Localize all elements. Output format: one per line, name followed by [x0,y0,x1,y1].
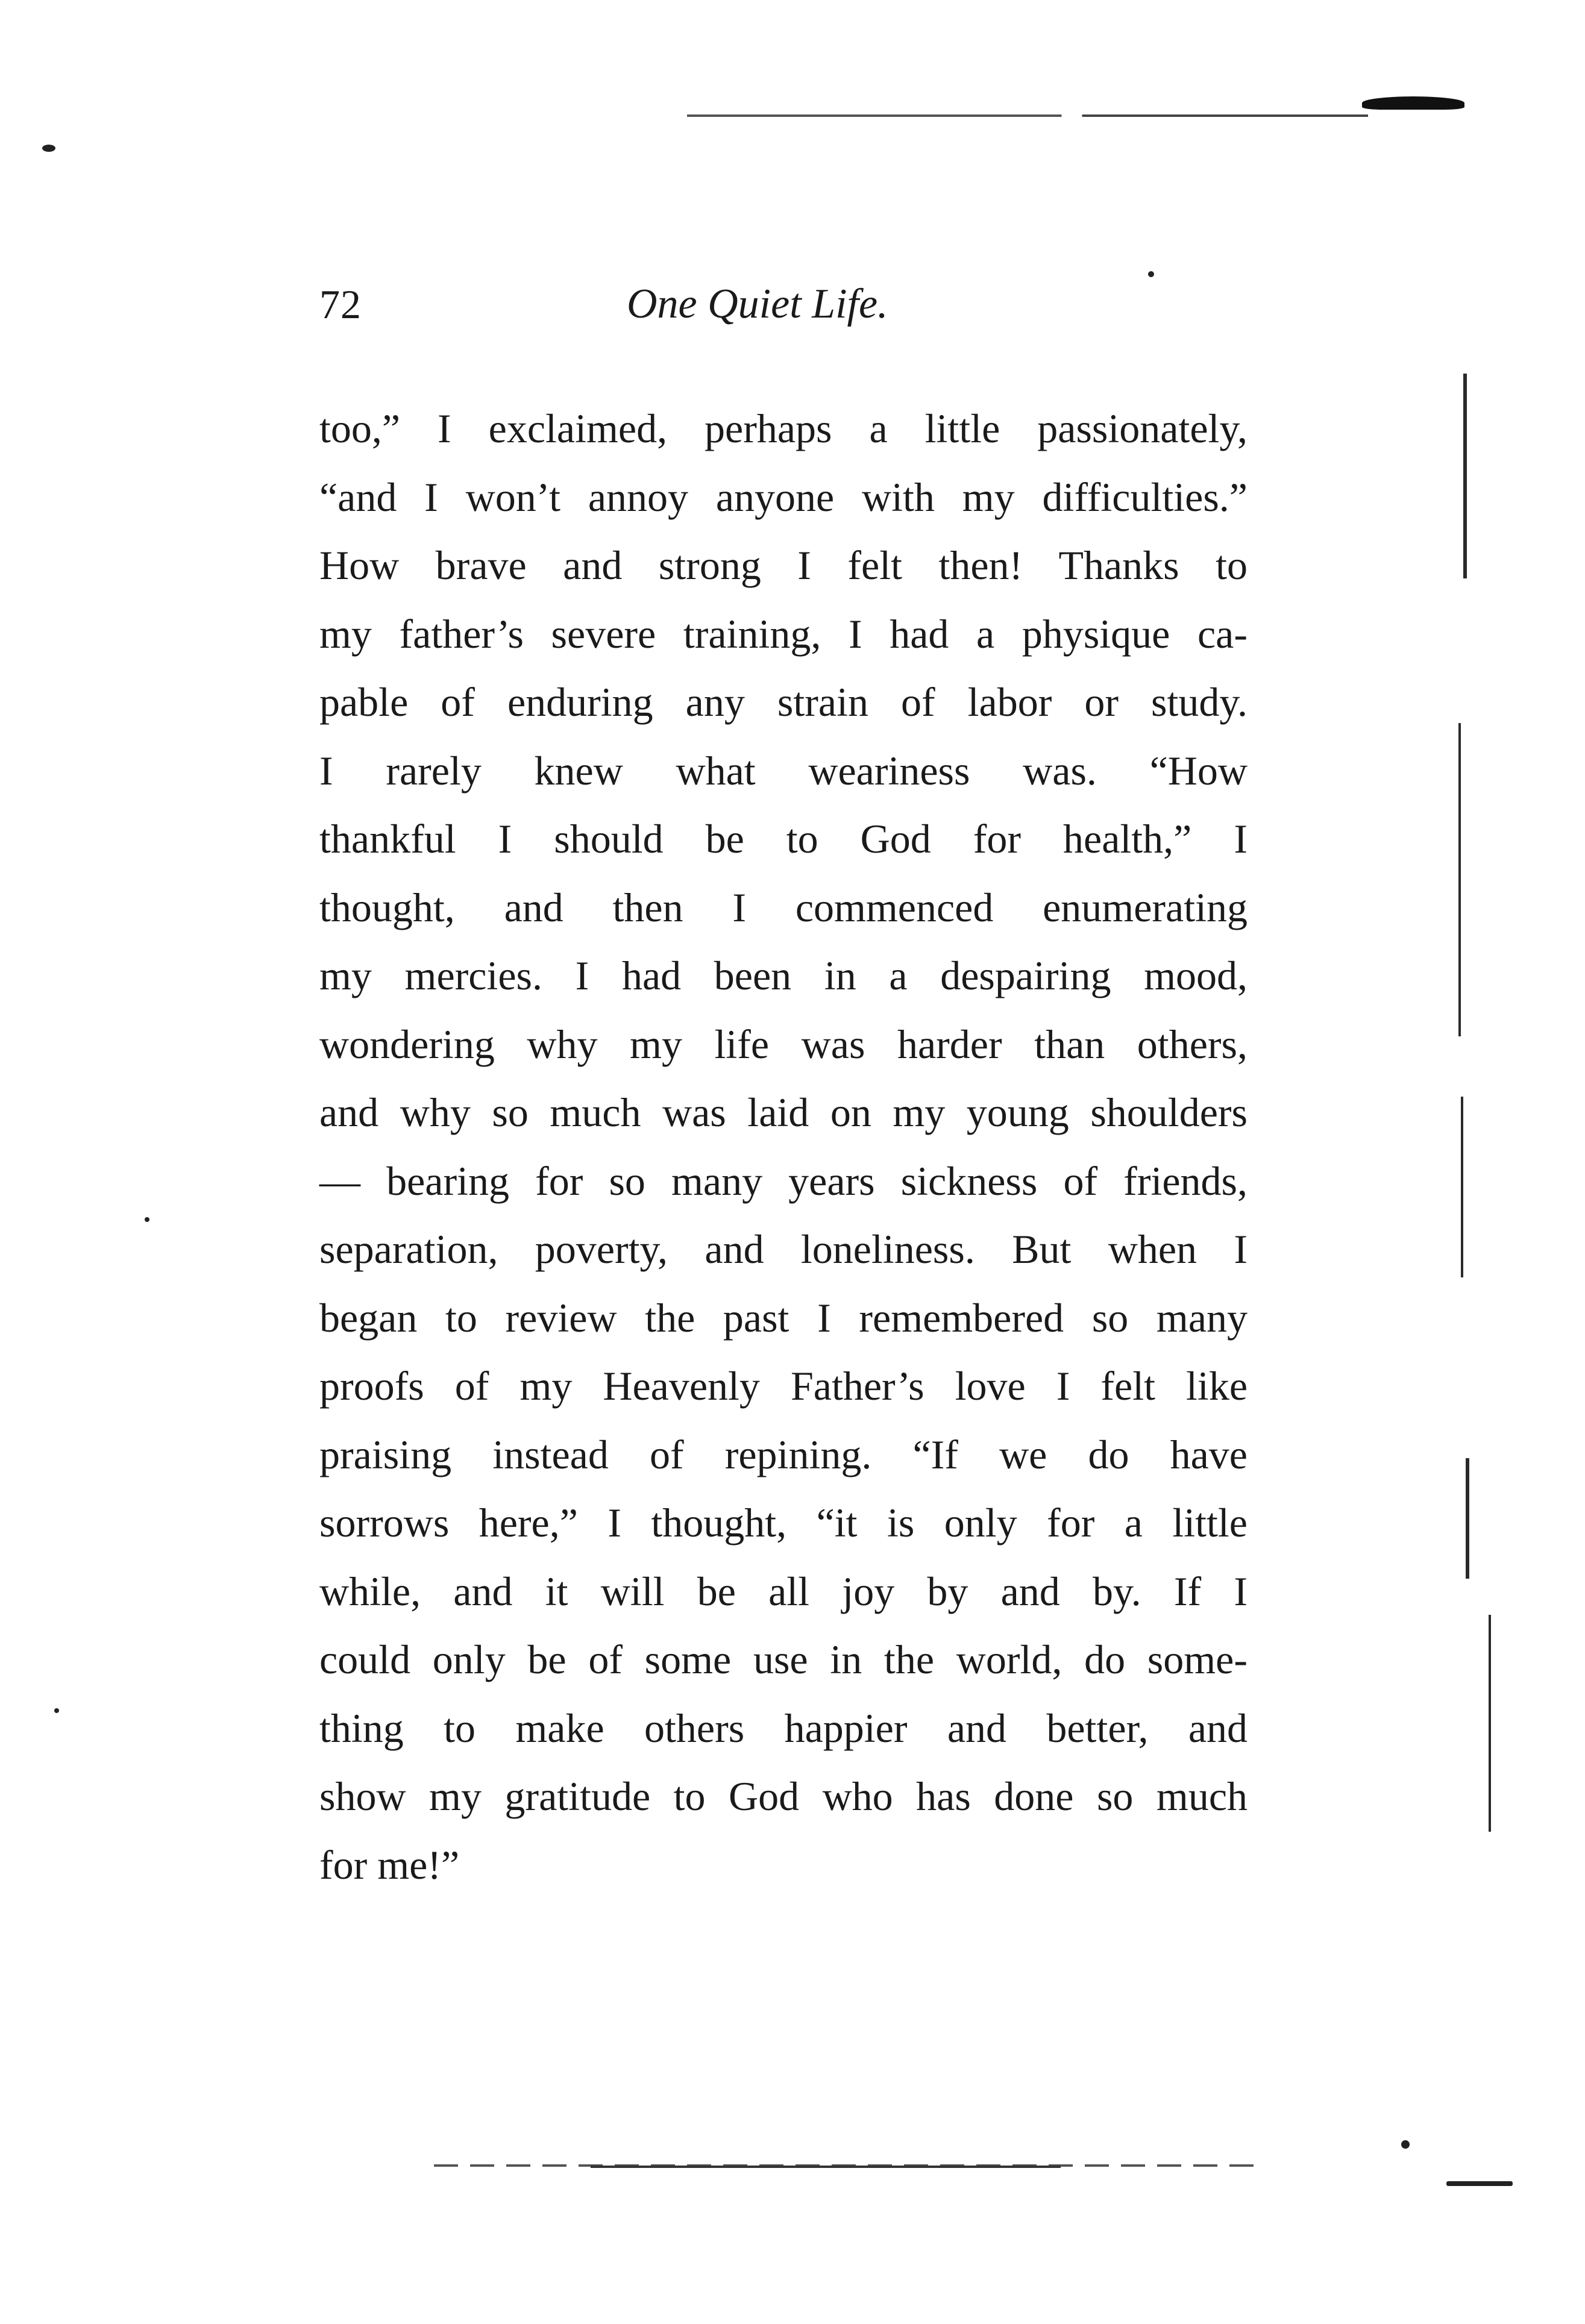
text-line: my mercies. I had been in a despairing mood, [319,953,1248,998]
text-line: “and I won’t annoy anyone with my difficulties.” [319,474,1248,520]
text-line: — bearing for so many years sickness of friends, [319,1157,1248,1204]
text-line: too,” I exclaimed, perhaps a little passionately, [319,406,1248,451]
body-text [319,395,1248,1899]
text-line: could only be of some use in the world, do some- [319,1637,1248,1682]
scan-ink-blot [1362,96,1464,110]
text-line: sorrows here,” I thought, “it is only for a little [319,1500,1248,1546]
text-line: separation, poverty, and loneliness. But when I [319,1226,1248,1272]
text-line: wondering why my life was harder than others, [319,1021,1248,1067]
scan-edge-line [1466,1458,1469,1579]
text-line: thought, and then I commenced enumerating [319,884,1248,930]
scan-speck [1148,271,1154,277]
scan-edge-line [1461,1097,1463,1277]
scan-edge-line [1463,374,1467,578]
page-number: 72 [319,281,362,327]
text-line: thankful I should be to God for health,” I [319,816,1248,862]
scan-rule-bottom [591,2166,1061,2168]
text-line: while, and it will be all joy by and by. If I [319,1568,1248,1614]
text-line: proofs of my Heavenly Father’s love I felt like [319,1363,1248,1409]
scan-rule-top [687,114,1368,117]
text-line: for me!” [319,1841,460,1888]
text-line: show my gratitude to God who has done so much [319,1773,1248,1819]
scan-edge-line [1458,723,1461,1036]
text-line: praising instead of repining. “If we do have [319,1431,1248,1477]
text-line: began to review the past I remembered so many [319,1294,1248,1341]
text-line: and why so much was laid on my young shoulders [319,1089,1248,1135]
text-line: How brave and strong I felt then! Thanks to [319,542,1248,588]
running-head [319,277,1248,331]
running-title: One Quiet Life. [627,281,888,327]
scan-speck [54,1708,59,1713]
text-line: my father’s severe training, I had a physique ca- [319,610,1248,657]
text-line: pable of enduring any strain of labor or study. [319,679,1248,725]
text-line: thing to make others happier and better, and [319,1705,1248,1751]
scan-speck [42,145,55,152]
scan-speck [145,1217,149,1222]
text-line: I rarely knew what weariness was. “How [319,747,1248,794]
scan-speck [1446,2181,1513,2186]
scan-speck [1401,2140,1410,2149]
scan-edge-line [1489,1615,1491,1832]
